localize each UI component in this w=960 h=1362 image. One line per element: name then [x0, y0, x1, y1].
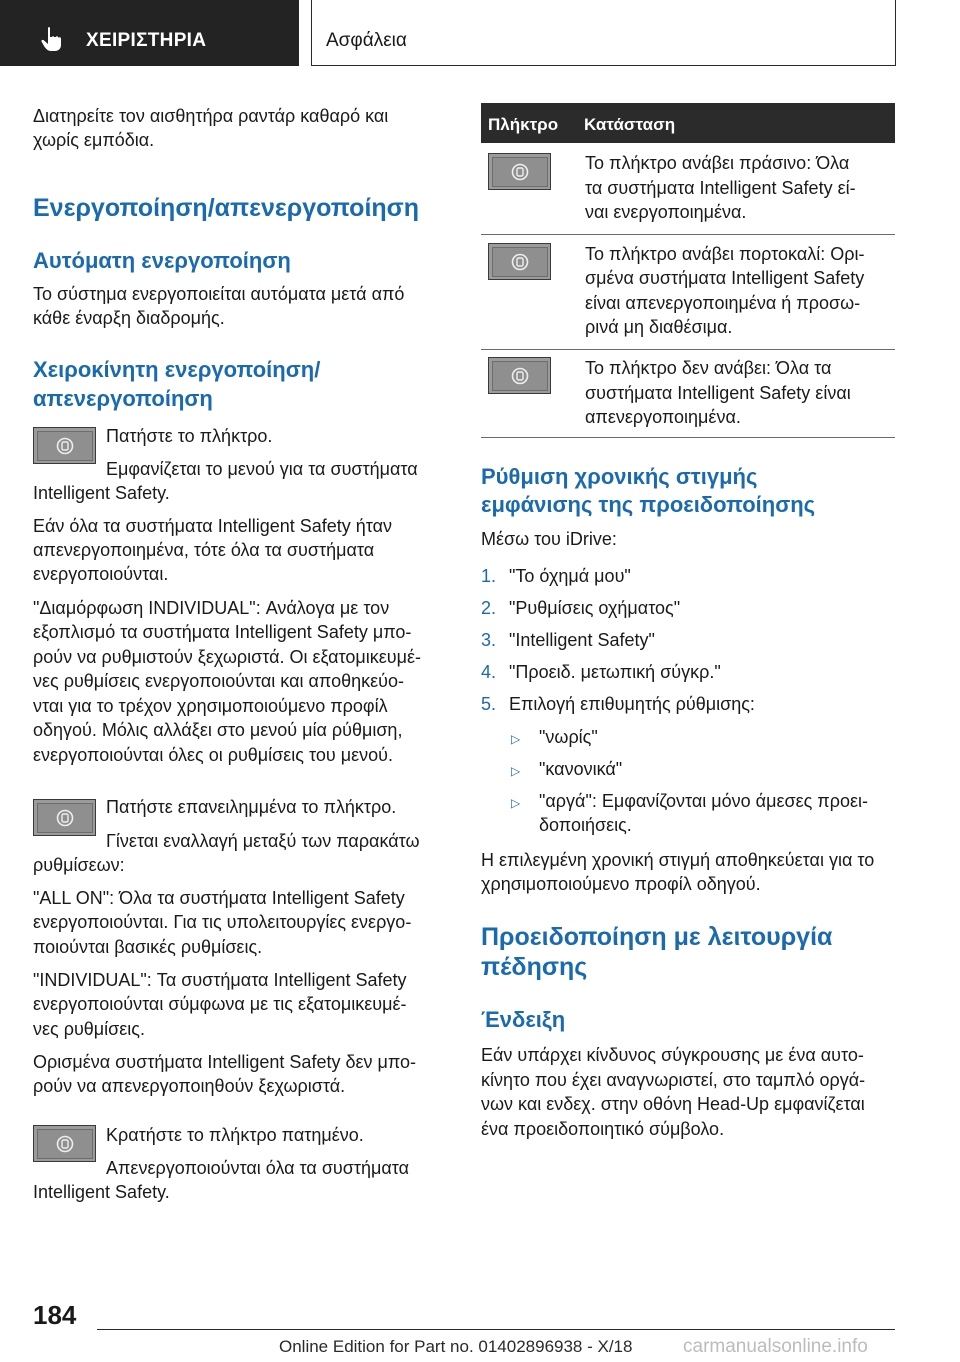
option-text: "νωρίς": [539, 727, 598, 747]
indication-text: Εάν υπάρχει κίνδυνος σύγκρουσης με ένα αυτο-: [481, 1045, 864, 1065]
table-header: [481, 103, 895, 143]
chapter-header: [311, 0, 896, 66]
step-number: 2.: [481, 598, 497, 618]
column-header-key: Πλήκτρο: [488, 115, 559, 134]
hold-button-text: Κρατήστε το πλήκτρο πατημένο.: [106, 1125, 364, 1145]
option-text: "κανονικά": [539, 759, 623, 779]
table-row: είναι απενεργοποιημένα ή προσω-: [585, 293, 861, 313]
individual-text: νες ρυθμίσεις ενεργοποιούνται και αποθηκεύο-: [33, 671, 404, 691]
individual2-text: "INDIVIDUAL": Τα συστήματα Intelligent Safety: [33, 970, 407, 990]
table-divider: [481, 437, 895, 438]
toggle-text: Γίνεται εναλλαγή μεταξύ των παρακάτω: [106, 831, 420, 851]
page-number: 184: [33, 1300, 77, 1330]
off-button-icon: [488, 357, 551, 394]
step-text: "Ρυθμίσεις οχήματος": [509, 598, 681, 618]
heading-manual: Χειροκίνητη ενεργοποίηση/: [33, 357, 321, 382]
table-row: συστήματα Intelligent Safety είναι: [585, 383, 851, 403]
step-number: 1.: [481, 566, 497, 586]
chapter-title: Ασφάλεια: [326, 30, 407, 51]
indication-text: νων και ενδεχ. στην οθόνη Head-Up εμφανίζεται: [481, 1094, 865, 1114]
table-row: απενεργοποιημένα.: [585, 407, 741, 427]
heading-timing: εμφάνισης της προειδοποίησης: [481, 492, 816, 517]
option-text: δοποιήσεις.: [539, 815, 632, 835]
menu-text: Intelligent Safety.: [33, 483, 170, 503]
deactivate-text: Intelligent Safety.: [33, 1182, 170, 1202]
orange-button-icon: [488, 243, 551, 280]
individual-text: "Διαμόρφωση INDIVIDUAL": Ανάλογα με τον: [33, 598, 390, 618]
all-on-text: ποιούνται βασικές ρυθμίσεις.: [33, 937, 263, 957]
table-row: Το πλήκτρο ανάβει πράσινο: Όλα: [585, 153, 850, 173]
via-idrive-text: Μέσω του iDrive:: [481, 529, 617, 549]
table-row: Το πλήκτρο ανάβει πορτοκαλί: Ορι-: [585, 244, 865, 264]
auto-text: κάθε έναρξη διαδρομής.: [33, 308, 225, 328]
edition-text: Online Edition for Part no. 01402896938 - X/18: [279, 1337, 633, 1356]
table-divider: [481, 349, 895, 350]
deactivate-text: Απενεργοποιούνται όλα τα συστήματα: [106, 1158, 410, 1178]
individual-text: ενεργοποιούνται όλες οι ρυθμίσεις του μενού.: [33, 745, 393, 765]
safety-button-icon: [33, 799, 96, 836]
option-text: "αργά": Εμφανίζονται μόνο άμεσες προει-: [539, 791, 868, 811]
heading-activation: Ενεργοποίηση/απενεργοποίηση: [33, 194, 420, 222]
column-header-state: Κατάσταση: [584, 115, 676, 134]
saved-text: Η επιλεγμένη χρονική στιγμή αποθηκεύεται για το: [481, 850, 875, 870]
section-title: ΧΕΙΡΙΣΤΗΡΙΑ: [86, 30, 207, 51]
all-off-text: απενεργοποιημένα, τότε όλα τα συστήματα: [33, 540, 375, 560]
hand-pointer-icon: [40, 26, 64, 52]
heading-auto: Αυτόματη ενεργοποίηση: [33, 248, 291, 273]
individual-text: οδηγού. Μόλις αλλάξει στο μενού μία ρύθμιση,: [33, 720, 403, 740]
individual-text: εξοπλισμό τα συστήματα Intelligent Safety μπο-: [33, 622, 412, 642]
step-text: Επιλογή επιθυμητής ρύθμισης:: [509, 694, 755, 714]
triangle-bullet-icon: ▷: [511, 764, 521, 778]
heading-braking: πέδησης: [481, 953, 588, 981]
triangle-bullet-icon: ▷: [511, 796, 521, 810]
all-on-text: ενεργοποιούνται. Για τις υπολειτουργίες ενεργο-: [33, 912, 412, 932]
step-text: "Intelligent Safety": [509, 630, 655, 650]
auto-text: Το σύστημα ενεργοποιείται αυτόματα μετά από: [33, 284, 405, 304]
watermark-text: carmanualsonline.info: [683, 1336, 868, 1357]
press-repeat-text: Πατήστε επανειλημμένα το πλήκτρο.: [106, 797, 397, 817]
triangle-bullet-icon: ▷: [511, 732, 521, 746]
table-row: σμένα συστήματα Intelligent Safety: [585, 268, 865, 288]
menu-text: Εμφανίζεται το μενού για τα συστήματα: [106, 459, 418, 479]
step-text: "Προειδ. μετωπική σύγκρ.": [509, 662, 721, 682]
safety-button-icon: [33, 1125, 96, 1162]
all-off-text: ενεργοποιούνται.: [33, 564, 169, 584]
green-button-icon: [488, 153, 551, 190]
intro-line: Διατηρείτε τον αισθητήρα ραντάρ καθαρό και: [33, 106, 389, 126]
all-on-text: "ALL ON": Όλα τα συστήματα Intelligent Safety: [33, 888, 405, 908]
safety-button-icon: [33, 427, 96, 464]
indication-text: κίνητο που έχει αναγνωριστεί, στο ταμπλό οργά-: [481, 1070, 866, 1090]
indication-text: ένα προειδοποιητικό σύμβολο.: [481, 1119, 725, 1139]
step-number: 3.: [481, 630, 497, 650]
heading-indication: Ένδειξη: [481, 1007, 566, 1032]
step-number: 5.: [481, 694, 497, 714]
table-row: ναι ενεργοποιημένα.: [585, 202, 747, 222]
press-button-text: Πατήστε το πλήκτρο.: [106, 426, 273, 446]
step-number: 4.: [481, 662, 497, 682]
intro-line: χωρίς εμπόδια.: [33, 130, 155, 150]
individual-text: νται για το τρέχον χρησιμοποιούμενο προφίλ: [33, 696, 388, 716]
heading-timing: Ρύθμιση χρονικής στιγμής: [481, 464, 758, 489]
toggle-text: ρυθμίσεων:: [33, 855, 125, 875]
table-row: τα συστήματα Intelligent Safety εί-: [585, 178, 856, 198]
footer-divider: [97, 1329, 895, 1330]
all-off-text: Εάν όλα τα συστήματα Intelligent Safety ήταν: [33, 516, 393, 536]
saved-text: χρησιμοποιούμενο προφίλ οδηγού.: [481, 874, 761, 894]
step-text: "Το όχημά μου": [509, 566, 631, 586]
some-text: Ορισμένα συστήματα Intelligent Safety δεν μπο-: [33, 1052, 417, 1072]
individual2-text: νες ρυθμίσεις.: [33, 1019, 145, 1039]
heading-braking: Προειδοποίηση με λειτουργία: [481, 923, 833, 951]
individual2-text: ενεργοποιούνται σύμφωνα με τις εξατομικευμέ-: [33, 994, 407, 1014]
section-header: [0, 0, 299, 66]
table-row: Το πλήκτρο δεν ανάβει: Όλα τα: [585, 358, 832, 378]
individual-text: ρούν να ρυθμιστούν ξεχωριστά. Οι εξατομικευμέ-: [33, 647, 422, 667]
table-divider: [481, 234, 895, 235]
some-text: ρούν να απενεργοποιηθούν ξεχωριστά.: [33, 1076, 346, 1096]
table-row: ρινά μη διαθέσιμα.: [585, 317, 733, 337]
heading-manual: απενεργοποίηση: [33, 386, 213, 411]
